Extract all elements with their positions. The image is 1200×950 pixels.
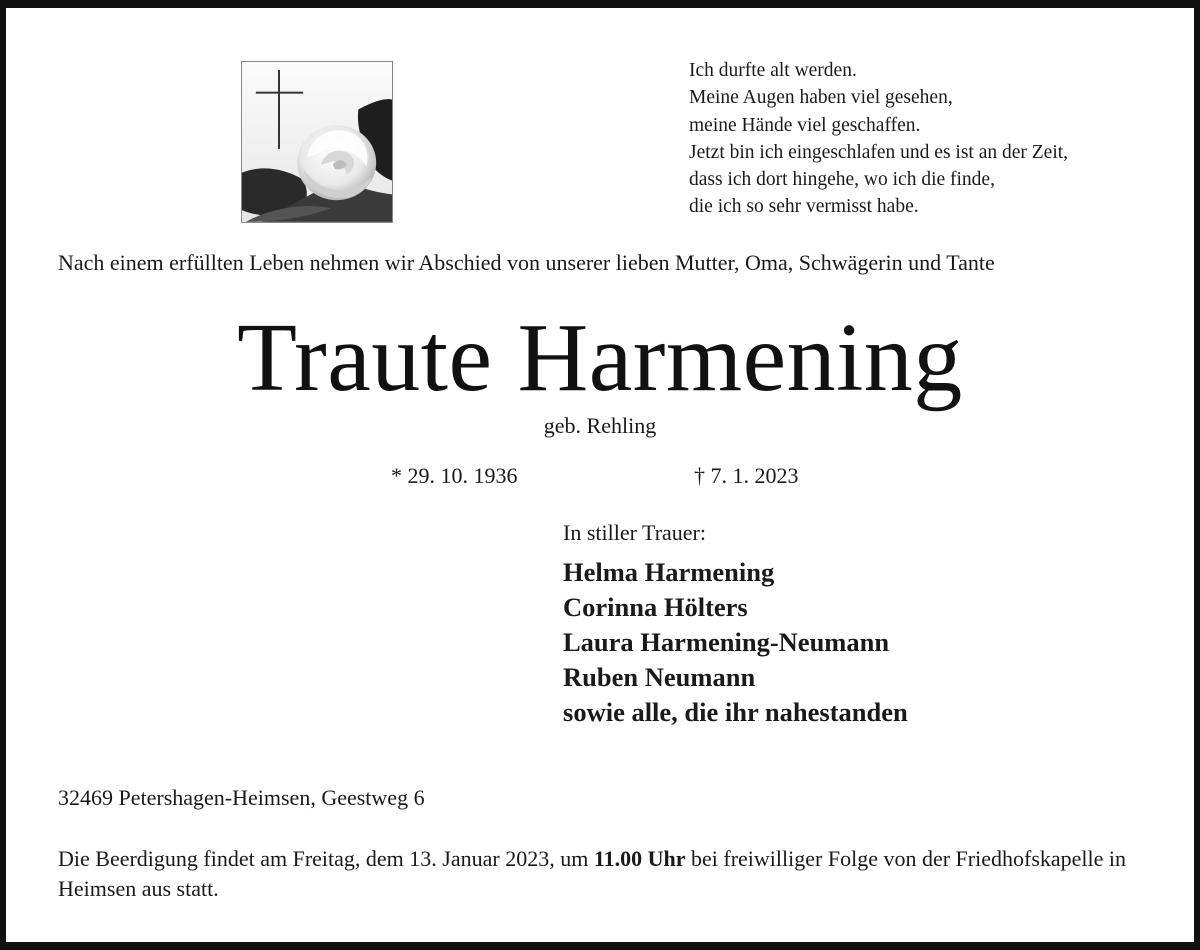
poem-line: Ich durfte alt werden. — [689, 60, 857, 81]
mourning-label: In stiller Trauer: — [563, 520, 706, 545]
poem-line: dass ich dort hingehe, wo ich die finde, — [689, 169, 995, 191]
address: 32469 Petershagen-Heimsen, Geestweg 6 — [58, 785, 425, 810]
poem — [689, 57, 1068, 221]
funeral-text-end: bei freiwilliger Folge von der Friedhofskapelle in Heimsen aus statt. — [58, 846, 1127, 901]
death-date: † 7. 1. 2023 — [694, 463, 799, 488]
poem-line: Meine Augen haben viel gesehen, — [689, 87, 953, 109]
mourner-name: Corinna Hölters — [563, 592, 748, 622]
deceased-name: Traute Harmening — [237, 304, 963, 412]
birth-date: * 29. 10. 1936 — [391, 463, 518, 488]
poem-line: meine Hände viel geschaffen. — [689, 114, 921, 136]
funeral-info — [58, 844, 1155, 904]
poem-line: Jetzt bin ich eingeschlafen und es ist an der Zeit, — [689, 141, 1069, 163]
mourner-name: Helma Harmening — [563, 557, 775, 587]
poem-line: die ich so sehr vermisst habe. — [689, 196, 919, 218]
rose-picture — [242, 62, 392, 222]
mourner-name: sowie alle, die ihr nahestanden — [563, 697, 908, 727]
intro-text: Nach einem erfüllten Leben nehmen wir Abschied von unserer lieben Mutter, Oma, Schwägerin und Tante — [58, 250, 995, 275]
funeral-text-start: Die Beerdigung findet am Freitag, dem 13. Januar 2023, um — [58, 846, 594, 871]
mourners-list — [563, 555, 908, 730]
cross-and-rose-icon — [241, 61, 393, 223]
maiden-name: geb. Rehling — [543, 413, 657, 438]
mourner-name: Laura Harmening-Neumann — [563, 627, 890, 657]
funeral-time: 11.00 Uhr — [593, 846, 686, 871]
mourner-name: Ruben Neumann — [563, 662, 756, 692]
